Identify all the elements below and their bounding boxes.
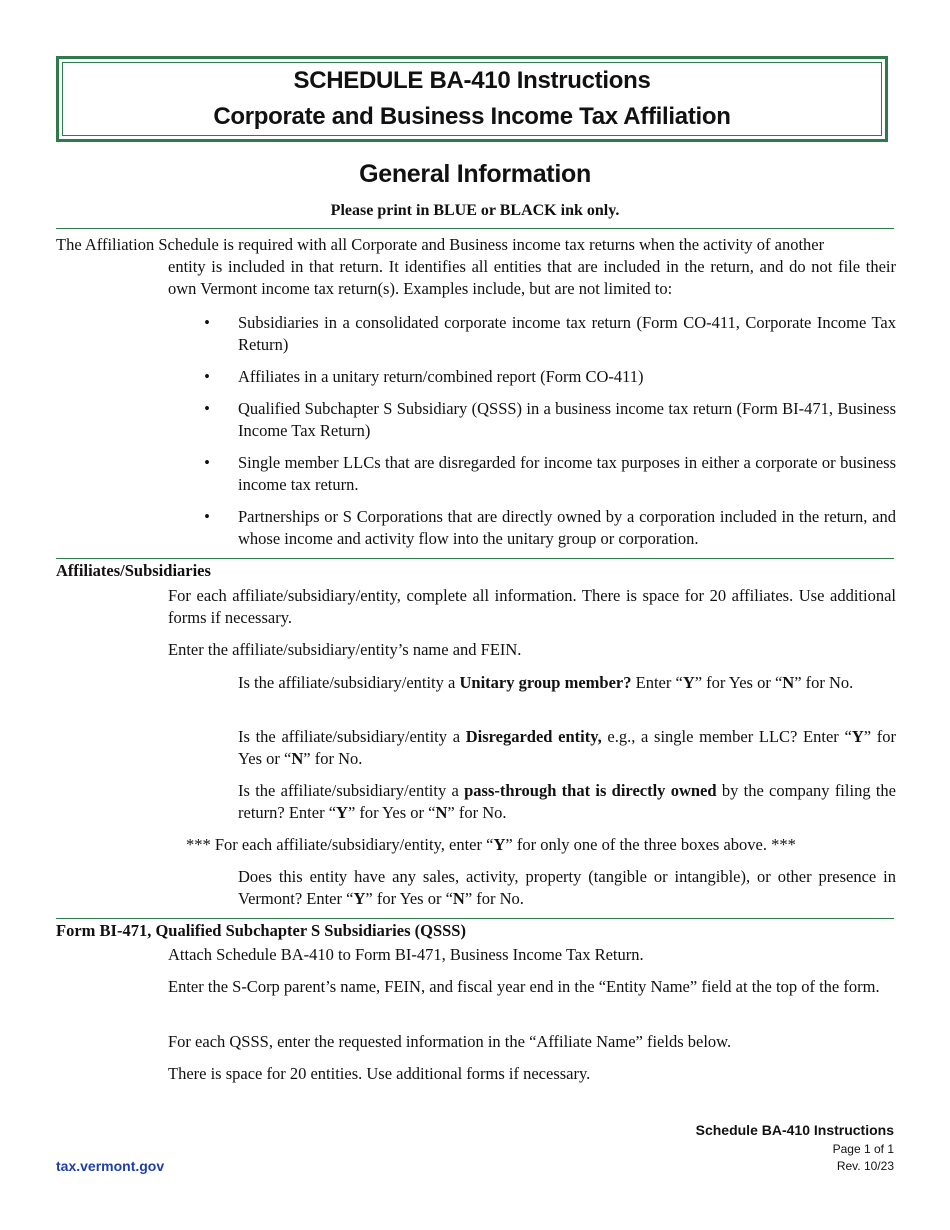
title-line-2: Corporate and Business Income Tax Affiliation [213,103,731,130]
bullet-icon: • [204,399,210,418]
title-box-inner [62,62,882,136]
q3-bold: pass-through that is directly owned [464,781,717,800]
stars-text: ” for only one of the three boxes above. *** [505,835,796,854]
affiliates-paragraph-1: For each affiliate/subsidiary/entity, complete all information. There is space for 20 affiliates. Use additional forms if necessary. [168,586,896,627]
one-box-note [186,834,896,856]
bi471-paragraph-1: Attach Schedule BA-410 to Form BI-471, Business Income Tax Return. [168,945,644,964]
title-box [56,56,888,142]
bullet-text: Single member LLCs that are disregarded for income tax purposes in either a corporate or business income tax return. [238,453,896,494]
q2-text: ” for No. [303,749,363,768]
q2-text: ” for Yes or “ [238,727,896,768]
footer-form-name: Schedule BA-410 Instructions [695,1122,894,1138]
q1-text: ” for Yes or “ [694,673,783,692]
q1-yes: Y [682,673,695,692]
footer-page-number: Page 1 of 1 [832,1142,894,1156]
q4-yes: Y [353,889,366,908]
q2-text: Is the affiliate/subsidiary/entity a [238,727,466,746]
q4-text: ” for Yes or “ [365,889,453,908]
affiliates-heading: Affiliates/Subsidiaries [56,561,211,580]
website-link[interactable]: tax.vermont.gov [56,1158,165,1174]
q2-yes: Y [851,727,864,746]
intro-paragraph [56,234,896,300]
bullet-icon: • [204,453,210,472]
bi471-paragraph-3: For each QSSS, enter the requested information in the “Affiliate Name” fields below. [168,1032,732,1051]
section-divider-1 [56,228,894,229]
bi471-heading: Form BI-471, Qualified Subchapter S Subsidiaries (QSSS) [56,921,466,940]
q1-bold: Unitary group member? [459,673,632,692]
unitary-question [238,672,896,694]
q2-no: N [291,749,304,768]
q2-text: e.g., a single member LLC? Enter “ [601,727,852,746]
ink-note: Please print in BLUE or BLACK ink only. [330,202,620,219]
q4-no: N [452,889,465,908]
q4-text: ” for No. [464,889,524,908]
intro-rest: entity is included in that return. It identifies all entities that are included in the return, and do not file their own Vermont income tax return(s). Examples include, but are not limited to: [168,257,896,298]
footer-revision: Rev. 10/23 [836,1159,894,1173]
q3-yes: Y [336,803,348,822]
section-divider-3 [56,918,894,919]
q1-text: ” for No. [794,673,854,692]
q1-text: Enter “ [631,673,683,692]
bullet-icon: • [204,507,210,526]
bi471-paragraph-2: Enter the S-Corp parent’s name, FEIN, and fiscal year end in the “Entity Name” field at the top of the form. [168,977,880,996]
q2-bold: Disregarded entity, [465,727,602,746]
disregarded-question [238,726,896,770]
q3-text: ” for Yes or “ [347,803,436,822]
general-information-heading: General Information [359,160,591,188]
q3-text: Is the affiliate/subsidiary/entity a [238,781,465,800]
bullet-text: Partnerships or S Corporations that are directly owned by a corporation included in the return, and whose income and activity flow into the unitary group or corporation. [238,507,896,548]
stars-yes: Y [493,835,506,854]
title-line-1: SCHEDULE BA-410 Instructions [293,67,651,94]
vermont-presence-question [238,866,896,910]
bullet-icon: • [204,313,210,332]
q3-text: ” for No. [447,803,507,822]
bi471-paragraph-4: There is space for 20 entities. Use additional forms if necessary. [168,1064,591,1083]
intro-first-line: The Affiliation Schedule is required with all Corporate and Business income tax returns when the activity of another [56,235,825,254]
q4-text: Does this entity have any sales, activity, property (tangible or intangible), or other presence in Vermont? Enter “ [238,867,896,908]
stars-text: *** For each affiliate/subsidiary/entity, enter “ [186,835,494,854]
q1-text: Is the affiliate/subsidiary/entity a [238,673,460,692]
q3-no: N [435,803,448,822]
q1-no: N [782,673,795,692]
section-divider-2 [56,558,894,559]
q3-text: by the company filing the return? Enter “ [238,781,897,822]
bullet-text: Qualified Subchapter S Subsidiary (QSSS) in a business income tax return (Form BI-471, Business Income Tax Return) [238,399,896,440]
bullet-text: Subsidiaries in a consolidated corporate income tax return (Form CO-411, Corporate Income Tax Return) [238,313,896,354]
bullet-text: Affiliates in a unitary return/combined report (Form CO-411) [238,367,644,386]
affiliates-paragraph-2: Enter the affiliate/subsidiary/entity’s name and FEIN. [168,640,522,659]
pass-through-question [238,780,896,824]
bullet-icon: • [204,367,210,386]
